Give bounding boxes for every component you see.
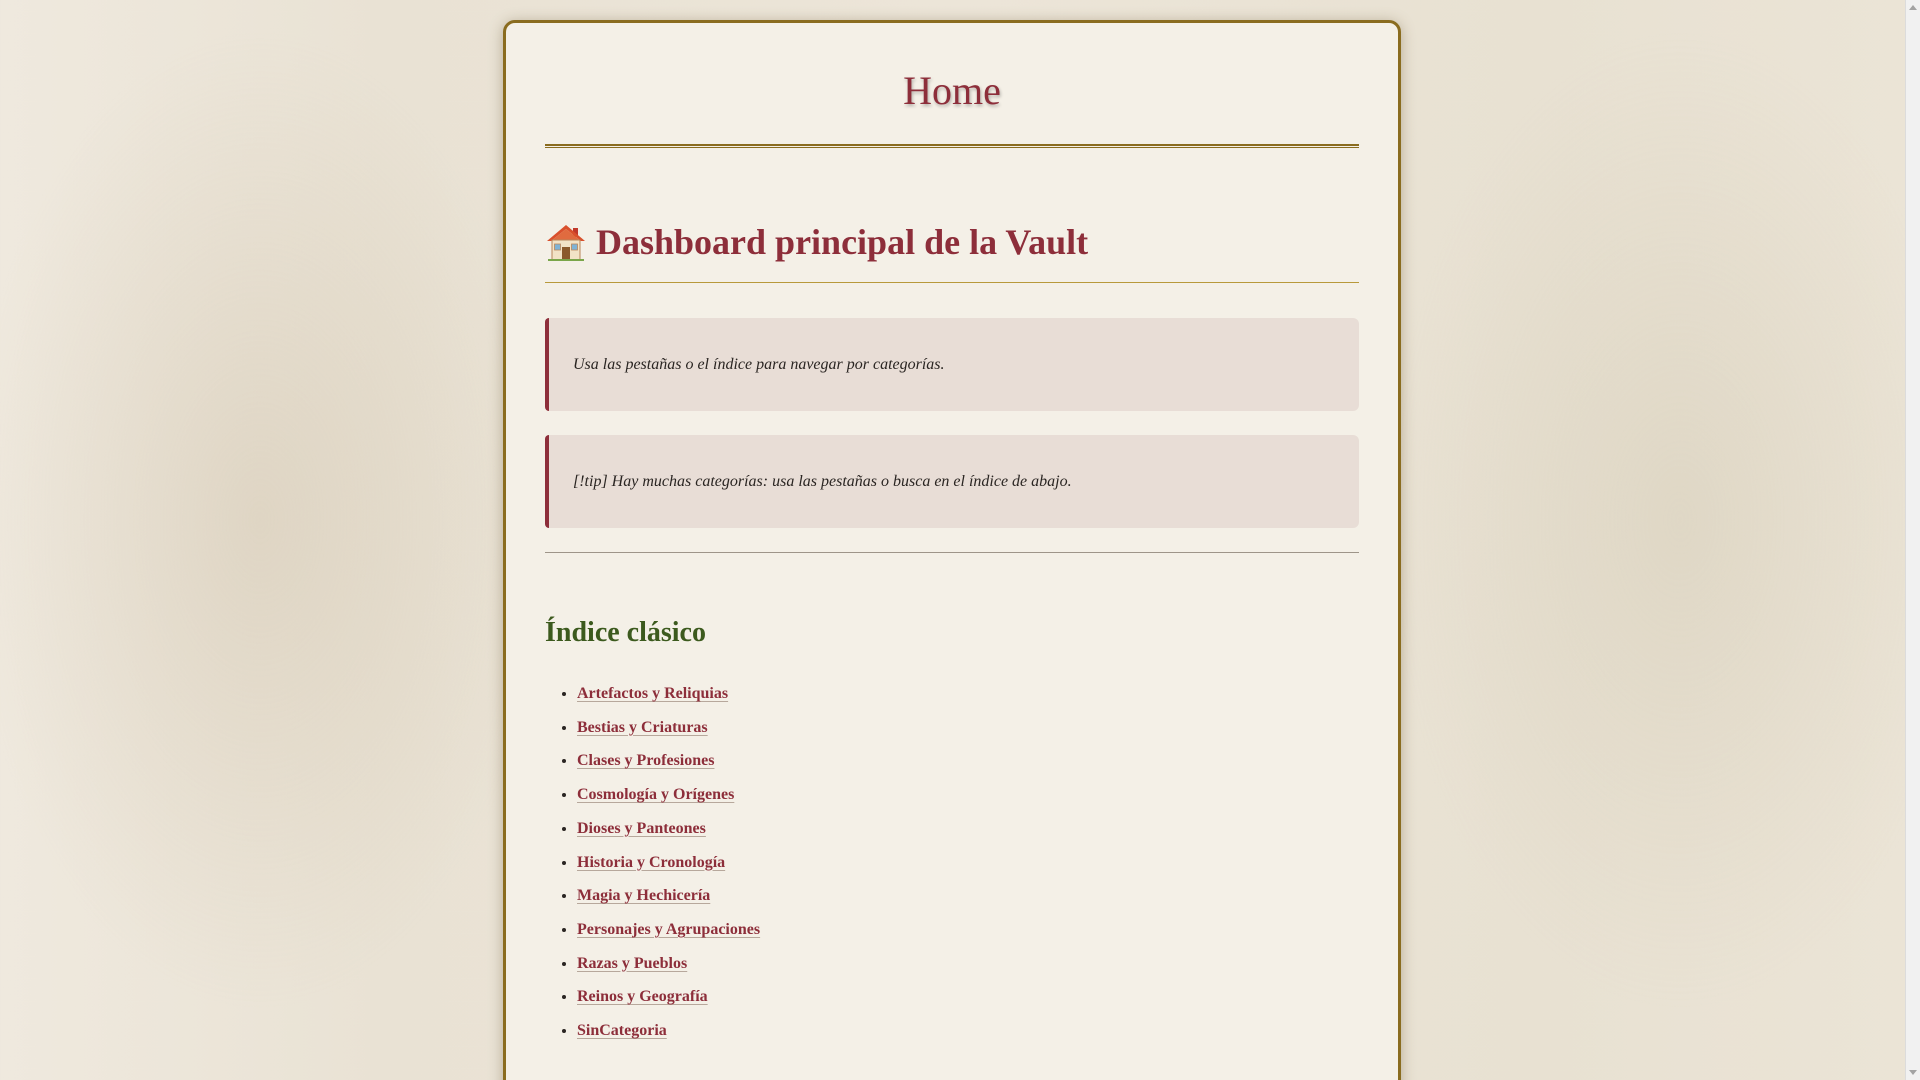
category-link[interactable]: Artefactos y Reliquias (577, 685, 729, 702)
list-item (577, 677, 1359, 711)
list-item (577, 744, 1359, 778)
index-heading: Índice clásico (545, 617, 706, 648)
list-item (577, 812, 1359, 846)
content-card (503, 20, 1401, 1080)
tip-callout (545, 435, 1359, 528)
category-link[interactable]: Reinos y Geografía (577, 988, 708, 1006)
list-item (577, 778, 1359, 812)
list-item (577, 1014, 1359, 1048)
callout-text: Usa las pestañas o el índice para navegar por categorías. (573, 355, 945, 373)
scroll-down-icon[interactable] (1909, 1070, 1917, 1075)
title-divider (545, 144, 1359, 148)
page-title: Home (903, 68, 1001, 113)
category-link[interactable]: SinCategoria (577, 1022, 667, 1040)
category-link[interactable]: Personajes y Agrupaciones (577, 920, 761, 938)
navigation-callout (545, 318, 1359, 411)
category-link[interactable]: Clases y Profesiones (577, 752, 715, 770)
dashboard-heading-text: Dashboard principal de la Vault (596, 222, 1089, 262)
category-index-list (545, 677, 1359, 1048)
scroll-up-icon[interactable] (1909, 5, 1917, 10)
category-link[interactable]: Bestias y Criaturas (577, 718, 708, 736)
house-icon (545, 222, 587, 262)
heading-divider (545, 282, 1359, 283)
category-link[interactable]: Razas y Pueblos (577, 954, 688, 972)
list-item (577, 913, 1359, 947)
callout-text: [!tip] Hay muchas categorías: usa las pestañas o busca en el índice de abajo. (573, 472, 1072, 490)
category-link[interactable]: Magia y Hechicería (577, 887, 711, 905)
list-item (577, 711, 1359, 745)
vertical-scrollbar[interactable] (1905, 0, 1920, 1080)
list-item (577, 947, 1359, 981)
section-divider (545, 552, 1359, 553)
dashboard-heading (545, 220, 1359, 264)
list-item (577, 879, 1359, 913)
category-link[interactable]: Cosmología y Orígenes (577, 786, 735, 804)
list-item (577, 846, 1359, 880)
category-link[interactable]: Dioses y Panteones (577, 819, 706, 837)
list-item (577, 980, 1359, 1014)
category-link[interactable]: Historia y Cronología (577, 853, 726, 871)
